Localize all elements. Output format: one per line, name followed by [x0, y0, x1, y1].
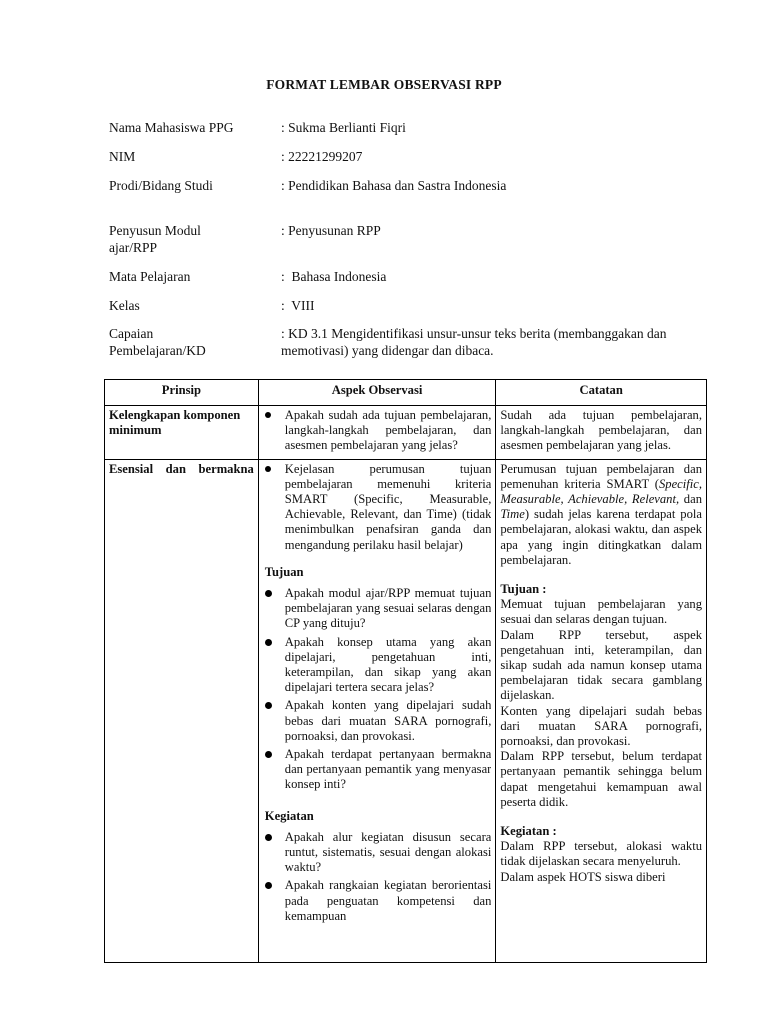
catatan-paragraph: Dalam RPP tersebut, aspek pengetahuan inti, keterampilan, dan sikap sudah ada namun konsep utama pembelajaran tidak secara gamblang dijelaskan. [500, 627, 702, 703]
bullet-icon [265, 751, 272, 758]
bullet-icon [265, 702, 272, 709]
info-value: : 22221299207 [281, 149, 363, 164]
bullet-icon [265, 590, 272, 597]
info-value: : VIII [281, 298, 315, 313]
catatan-paragraph: Dalam aspek HOTS siswa diberi [500, 869, 666, 884]
info-value: : Bahasa Indonesia [281, 269, 387, 284]
table-row [105, 406, 707, 460]
bullet-icon [265, 882, 272, 889]
aspek-list [263, 462, 492, 553]
info-label: Prodi/Bidang Studi [109, 178, 213, 193]
list-item: Kejelasan perumusan tujuan pembelajaran memenuhi kriteria SMART (Specific, Measurable, Achievable, Relevant, dan Time) (tidak menimbulkan penafsiran ganda dan mengandung perilaku hasil belajar) [263, 462, 492, 553]
aspek-list [263, 408, 492, 454]
column-header-prinsip: Prinsip [105, 380, 259, 406]
list-item: Apakah terdapat pertanyaan bermakna dan pertanyaan pemantik yang menyasar konsep inti? [263, 747, 492, 793]
list-item: Apakah alur kegiatan disusun secara runtut, sistematis, sesuai dengan alokasi waktu? [263, 830, 492, 876]
info-label: Capaian Pembelajaran/KD [109, 326, 206, 358]
info-label: Mata Pelajaran [109, 269, 191, 284]
section-heading-kegiatan: Kegiatan [264, 808, 314, 823]
bullet-icon [265, 639, 272, 646]
catatan-paragraph: Memuat tujuan pembelajaran yang sesuai dan selaras dengan tujuan. [500, 597, 702, 627]
page-title: FORMAT LEMBAR OBSERVASI RPP [266, 77, 502, 92]
section-heading-tujuan: Tujuan [264, 564, 304, 579]
list-item: Apakah konsep utama yang akan dipelajari, pengetahuan inti, keterampilan, dan sikap yang akan dipelajari tertera secara jelas? [263, 635, 492, 696]
column-header-catatan: Catatan [496, 380, 707, 406]
column-header-aspek: Aspek Observasi [258, 380, 496, 406]
table-header-row [105, 380, 707, 406]
catatan-paragraph: Dalam RPP tersebut, alokasi waktu tidak dijelaskan secara menyeluruh. [500, 839, 702, 869]
catatan-paragraph: Dalam RPP tersebut, belum terdapat pertanyaan pemantik sehingga belum dapat mengetahui kemampuan awal peserta didik. [500, 749, 702, 809]
catatan-paragraph: Konten yang dipelajari sudah bebas dari muatan SARA pornografi, pornoaksi, dan provokasi. [500, 703, 702, 749]
bullet-icon [265, 834, 272, 841]
info-value: : KD 3.1 Mengidentifikasi unsur-unsur teks berita (membanggakan dan memotivasi) yang didengar dan dibaca. [281, 326, 667, 358]
info-label: Kelas [109, 298, 140, 313]
catatan-paragraph: Perumusan tujuan pembelajaran dan pemenuhan kriteria SMART (Specific, Measurable, Achievable, Relevant, dan Time) sudah jelas karena terdapat pola pembelajaran, alokasi waktu, dan aspek apa yang ingin ditingkatkan dalam pembelajaran. [500, 461, 702, 567]
info-value: : Penyusunan RPP [281, 223, 381, 238]
catatan-cell [496, 459, 707, 962]
info-label: NIM [109, 149, 136, 164]
info-value: : Pendidikan Bahasa dan Sastra Indonesia [281, 178, 507, 193]
catatan-heading-tujuan: Tujuan : [500, 582, 547, 597]
observation-table [104, 379, 707, 963]
info-label: Nama Mahasiswa PPG [109, 120, 234, 135]
info-label: Penyusun Modul ajar/RPP [109, 223, 201, 255]
list-item: Apakah rangkaian kegiatan berorientasi pada penguatan kompetensi dan kemampuan [263, 878, 492, 924]
list-item: Apakah sudah ada tujuan pembelajaran, langkah-langkah pembelajaran, dan asesmen pembelajaran yang jelas? [263, 408, 492, 454]
prinsip-cell: Kelengkapan komponen minimum [105, 406, 259, 460]
bullet-icon [265, 466, 271, 472]
kegiatan-list [263, 830, 492, 924]
catatan-heading-kegiatan: Kegiatan : [500, 824, 557, 839]
list-item: Apakah modul ajar/RPP memuat tujuan pembelajaran yang sesuai selaras dengan CP yang dituju? [263, 586, 492, 632]
info-value: : Sukma Berlianti Fiqri [281, 120, 406, 135]
aspek-cell [258, 459, 496, 962]
aspek-cell [258, 406, 496, 460]
catatan-cell: Sudah ada tujuan pembelajaran, langkah-langkah pembelajaran, dan asesmen pembelajaran yang jelas. [496, 406, 707, 460]
bullet-icon [265, 412, 271, 418]
tujuan-list [263, 586, 492, 793]
prinsip-cell: Esensial dan bermakna [105, 459, 259, 962]
list-item: Apakah konten yang dipelajari sudah bebas dari muatan SARA pornografi, pornoaksi, dan provokasi. [263, 698, 492, 744]
table-row [105, 459, 707, 962]
